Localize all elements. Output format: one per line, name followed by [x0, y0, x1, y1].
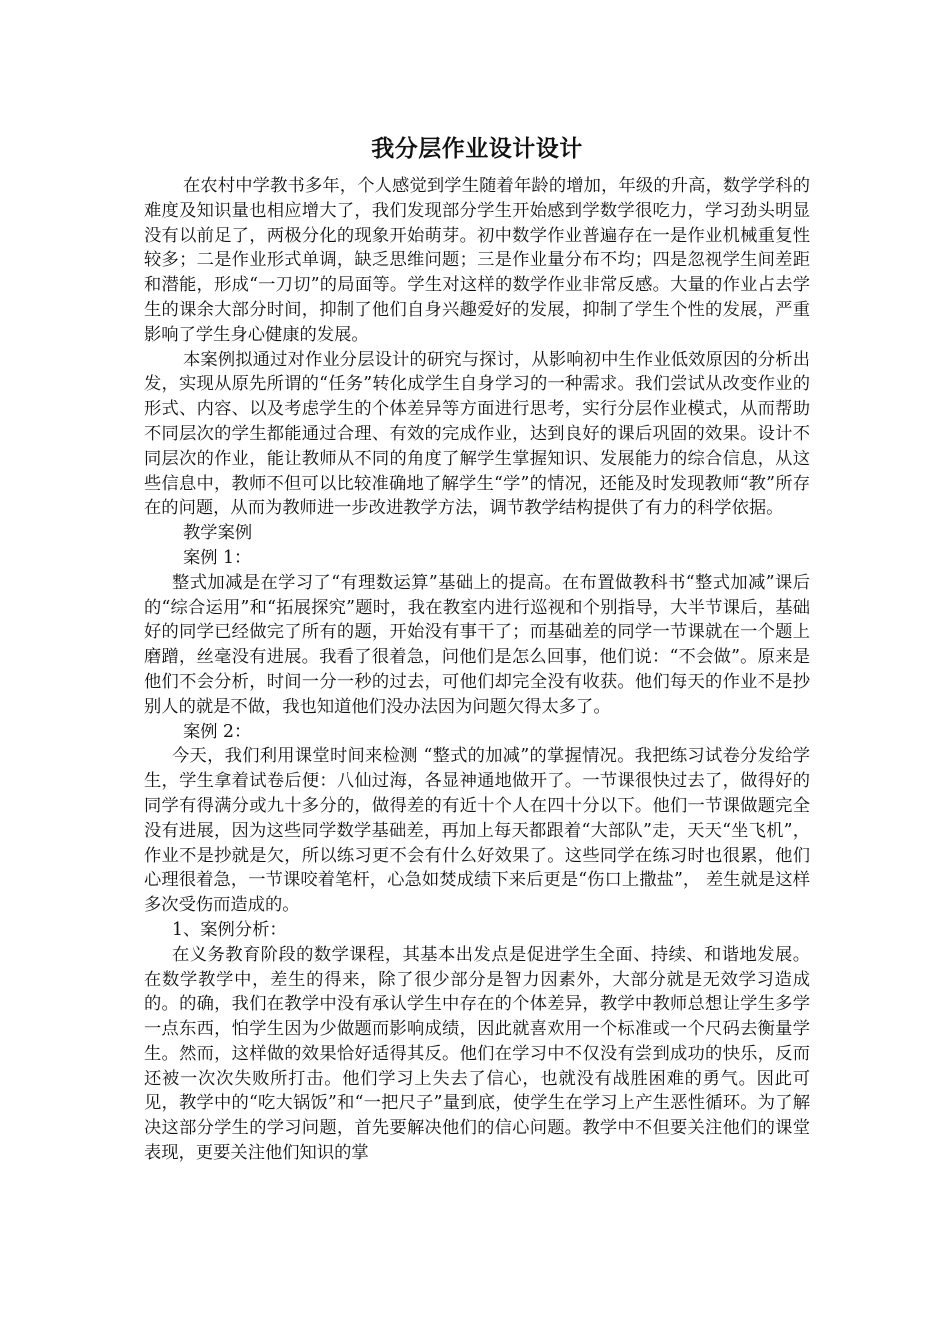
paragraph-case-2: 今天，我们利用课堂时间来检测 “整式的加减”的掌握情况。我把练习试卷分发给学生，学生拿着试卷后便：八仙过海，各显神通地做开了。一节课很快过去了，做得好的同学有得满分或九十多分的，做得差的有近十个人在四十分以下。他们一节课做题完全没有进展，因为这些同学数学基础差，再加上每天都跟着“大部队”走，天天“坐飞机”，作业不是抄就是欠，所以练习更不会有什么好效果了。这些同学在练习时也很累，他们心理很着急，一节课咬着笔杆，心急如焚成绩下来后更是“伤口上撒盐”， 差生就是这样多次受伤而造成的。: [144, 746, 810, 916]
heading-case-1: 案例 1：: [183, 547, 252, 568]
heading-teaching-cases: 教学案例: [183, 523, 253, 544]
heading-case-2: 案例 2：: [183, 721, 252, 742]
paragraph-case-1: 整式加减是在学习了“有理数运算”基础上的提高。在布置做教科书“整式加减”课后的“综合运用”和“拓展探究”题时，我在教室内进行巡视和个别指导，大半节课后，基础好的同学已经做完了所有的题，开始没有事干了；而基础差的同学一节课就在一个题上磨蹭，丝毫没有进展。我看了很着急，问他们是怎么回事，他们说：“不会做”。原来是他们不会分析，时间一分一秒的过去，可他们却完全没有收获。他们每天的作业不是抄别人的就是不做，我也知道他们没办法因为问题欠得太多了。: [144, 572, 810, 717]
heading-case-analysis: 1、案例分析：: [172, 919, 287, 940]
paragraph-case-analysis: 在义务教育阶段的数学课程，其基本出发点是促进学生全面、持续、和谐地发展。在数学教学中，差生的得来，除了很少部分是智力因素外，大部分就是无效学习造成的。的确，我们在教学中没有承认学生中存在的个体差异，教学中教师总想让学生多学一点东西，怕学生因为少做题而影响成绩，因此就喜欢用一个标准或一个尺码去衡量学生。然而，这样做的效果恰好适得其反。他们在学习中不仅没有尝到成功的快乐，反而还被一次次失败所打击。他们学习上失去了信心，也就没有战胜困难的勇气。因此可见，教学中的“吃大锅饭”和“一把尺子”量到底，使学生在学习上产生恶性循环。为了解决这部分学生的学习问题，首先要解决他们的信心问题。教学中不但要关注他们的课堂表现，更要关注他们知识的掌: [144, 944, 810, 1164]
paragraph-case-purpose: 本案例拟通过对作业分层设计的研究与探讨，从影响初中生作业低效原因的分析出发，实现从原先所谓的“任务”转化成学生自身学习的一种需求。我们尝试从改变作业的形式、内容、以及考虑学生的个体差异等方面进行思考，实行分层作业模式，从而帮助不同层次的学生都能通过合理、有效的完成作业，达到良好的课后巩固的效果。设计不同层次的作业，能让教师从不同的角度了解学生掌握知识、发展能力的综合信息，从这些信息中，教师不但可以比较准确地了解学生“学”的情况，还能及时发现教师“教”所存在的问题，从而为教师进一步改进教学方法，调节教学结构提供了有力的科学依据。: [144, 349, 810, 519]
document-title: 我分层作业设计设计: [371, 136, 583, 162]
paragraph-intro: 在农村中学教书多年，个人感觉到学生随着年龄的增加，年级的升高，数学学科的难度及知识量也相应增大了，我们发现部分学生开始感到学数学很吃力，学习劲头明显没有以前足了，两极分化的现象开始萌芽。初中数学作业普遍存在一是作业机械重复性较多；二是作业形式单调，缺乏思维问题；三是作业量分布不均；四是忽视学生间差距和潜能，形成“一刀切”的局面等。学生对这样的数学作业非常反感。大量的作业占去学生的课余大部分时间，抑制了他们自身兴趣爱好的发展，抑制了学生个性的发展，严重影响了学生身心健康的发展。: [144, 176, 810, 345]
document-body: [144, 132, 810, 1166]
